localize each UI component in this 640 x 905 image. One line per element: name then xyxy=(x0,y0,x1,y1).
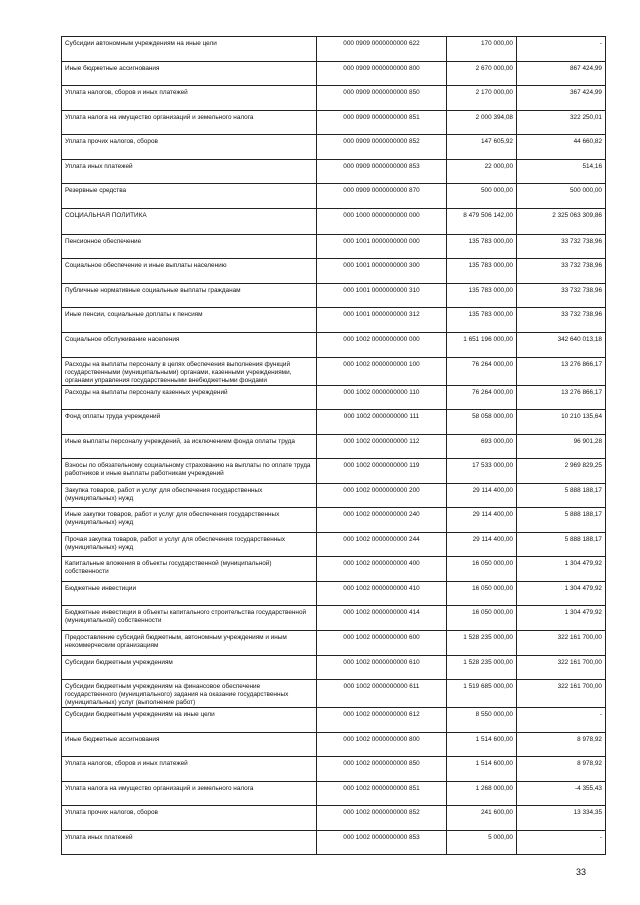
row-executed-amount: 322 161 700,00 xyxy=(517,631,606,656)
row-executed-amount: 322 161 700,00 xyxy=(517,680,606,708)
row-executed-amount: - xyxy=(517,830,606,855)
row-name: Предоставление субсидий бюджетным, автономным учреждениям и иным некоммерческим организациям xyxy=(62,631,317,656)
budget-table xyxy=(61,36,606,855)
table-row xyxy=(62,234,606,259)
row-plan-amount: 135 783 000,00 xyxy=(447,308,517,333)
row-executed-amount: 13 276 866,17 xyxy=(517,357,606,385)
row-plan-amount: 76 264 000,00 xyxy=(447,385,517,410)
row-plan-amount: 1 268 000,00 xyxy=(447,781,517,806)
row-executed-amount: 2 969 829,25 xyxy=(517,459,606,484)
table-row xyxy=(62,283,606,308)
row-name: Уплата иных платежей xyxy=(62,159,317,184)
row-executed-amount: - xyxy=(517,37,606,62)
row-name: Иные выплаты персоналу учреждений, за исключением фонда оплаты труда xyxy=(62,434,317,459)
row-executed-amount: 867 424,99 xyxy=(517,61,606,86)
table-row xyxy=(62,110,606,135)
row-executed-amount: 8 978,92 xyxy=(517,732,606,757)
row-plan-amount: 16 050 000,00 xyxy=(447,557,517,582)
row-code: 000 0909 0000000000 800 xyxy=(317,61,447,86)
table-row xyxy=(62,631,606,656)
row-plan-amount: 29 114 400,00 xyxy=(447,508,517,533)
row-name: Субсидии автономным учреждениям на иные цели xyxy=(62,37,317,62)
row-code: 000 1002 0000000000 612 xyxy=(317,708,447,733)
row-plan-amount: 241 600,00 xyxy=(447,806,517,831)
row-code: 000 1002 0000000000 853 xyxy=(317,830,447,855)
row-plan-amount: 1 528 235 000,00 xyxy=(447,631,517,656)
table-row xyxy=(62,606,606,631)
row-name: Субсидии бюджетным учреждениям на иные цели xyxy=(62,708,317,733)
table-row xyxy=(62,757,606,782)
row-code: 000 1000 0000000000 000 xyxy=(317,208,447,234)
row-code: 000 1002 0000000000 600 xyxy=(317,631,447,656)
row-code: 000 1001 0000000000 310 xyxy=(317,283,447,308)
row-code: 000 1002 0000000000 800 xyxy=(317,732,447,757)
row-code: 000 1002 0000000000 852 xyxy=(317,806,447,831)
table-row xyxy=(62,680,606,708)
row-name: Субсидии бюджетным учреждениям xyxy=(62,655,317,680)
row-code: 000 1002 0000000000 610 xyxy=(317,655,447,680)
row-name: Бюджетные инвестиции в объекты капитального строительства государственной (муниципальной) собственности xyxy=(62,606,317,631)
row-executed-amount: 367 424,99 xyxy=(517,86,606,111)
row-name: Иные пенсии, социальные доплаты к пенсиям xyxy=(62,308,317,333)
row-name: Уплата налога на имущество организаций и земельного налога xyxy=(62,110,317,135)
row-executed-amount: 2 325 063 309,86 xyxy=(517,208,606,234)
row-plan-amount: 16 050 000,00 xyxy=(447,581,517,606)
table-row xyxy=(62,459,606,484)
table-row xyxy=(62,308,606,333)
table-row xyxy=(62,557,606,582)
table-row xyxy=(62,708,606,733)
row-code: 000 1002 0000000000 111 xyxy=(317,410,447,435)
row-code: 000 0909 0000000000 622 xyxy=(317,37,447,62)
row-executed-amount: 500 000,00 xyxy=(517,184,606,209)
row-code: 000 1002 0000000000 200 xyxy=(317,483,447,508)
table-row xyxy=(62,781,606,806)
row-executed-amount: 44 660,82 xyxy=(517,135,606,160)
row-executed-amount: 13 276 866,17 xyxy=(517,385,606,410)
row-executed-amount: 10 210 135,64 xyxy=(517,410,606,435)
row-name: Резервные средства xyxy=(62,184,317,209)
row-code: 000 1002 0000000000 112 xyxy=(317,434,447,459)
row-plan-amount: 76 264 000,00 xyxy=(447,357,517,385)
row-name: Иные бюджетные ассигнования xyxy=(62,61,317,86)
row-plan-amount: 22 000,00 xyxy=(447,159,517,184)
row-code: 000 1002 0000000000 000 xyxy=(317,333,447,358)
page-number: 33 xyxy=(576,867,587,877)
row-plan-amount: 1 514 600,00 xyxy=(447,757,517,782)
row-plan-amount: 135 783 000,00 xyxy=(447,259,517,284)
row-plan-amount: 135 783 000,00 xyxy=(447,234,517,259)
row-name: Уплата прочих налогов, сборов xyxy=(62,806,317,831)
row-name: Социальное обеспечение и иные выплаты населению xyxy=(62,259,317,284)
row-executed-amount: 33 732 738,96 xyxy=(517,259,606,284)
table-row xyxy=(62,333,606,358)
row-plan-amount: 2 170 000,00 xyxy=(447,86,517,111)
row-plan-amount: 1 519 685 000,00 xyxy=(447,680,517,708)
row-plan-amount: 5 000,00 xyxy=(447,830,517,855)
table-row xyxy=(62,581,606,606)
table-row xyxy=(62,86,606,111)
row-name: СОЦИАЛЬНАЯ ПОЛИТИКА xyxy=(62,208,317,234)
table-row xyxy=(62,483,606,508)
row-plan-amount: 2 670 000,00 xyxy=(447,61,517,86)
table-row xyxy=(62,159,606,184)
table-row xyxy=(62,532,606,557)
budget-table-body xyxy=(62,37,606,855)
row-name: Расходы на выплаты персоналу казенных учреждений xyxy=(62,385,317,410)
row-executed-amount: 5 888 188,17 xyxy=(517,532,606,557)
row-plan-amount: 147 605,92 xyxy=(447,135,517,160)
row-executed-amount: 33 732 738,96 xyxy=(517,234,606,259)
table-row xyxy=(62,655,606,680)
row-code: 000 1002 0000000000 851 xyxy=(317,781,447,806)
table-row xyxy=(62,732,606,757)
row-plan-amount: 1 514 600,00 xyxy=(447,732,517,757)
table-row xyxy=(62,830,606,855)
row-code: 000 1002 0000000000 414 xyxy=(317,606,447,631)
row-code: 000 1002 0000000000 400 xyxy=(317,557,447,582)
row-plan-amount: 1 651 196 000,00 xyxy=(447,333,517,358)
table-row xyxy=(62,357,606,385)
table-row xyxy=(62,259,606,284)
row-executed-amount: 33 732 738,96 xyxy=(517,308,606,333)
row-code: 000 0909 0000000000 870 xyxy=(317,184,447,209)
row-executed-amount: 33 732 738,96 xyxy=(517,283,606,308)
row-code: 000 0909 0000000000 851 xyxy=(317,110,447,135)
row-plan-amount: 1 528 235 000,00 xyxy=(447,655,517,680)
row-plan-amount: 29 114 400,00 xyxy=(447,532,517,557)
row-executed-amount: - xyxy=(517,708,606,733)
row-name: Пенсионное обеспечение xyxy=(62,234,317,259)
row-name: Уплата иных платежей xyxy=(62,830,317,855)
row-name: Публичные нормативные социальные выплаты гражданам xyxy=(62,283,317,308)
row-executed-amount: -4 355,43 xyxy=(517,781,606,806)
table-row xyxy=(62,806,606,831)
table-row xyxy=(62,37,606,62)
row-name: Уплата налогов, сборов и иных платежей xyxy=(62,757,317,782)
row-plan-amount: 8 479 506 142,00 xyxy=(447,208,517,234)
row-code: 000 1002 0000000000 244 xyxy=(317,532,447,557)
row-executed-amount: 13 334,35 xyxy=(517,806,606,831)
row-executed-amount: 5 888 188,17 xyxy=(517,483,606,508)
row-name: Уплата налогов, сборов и иных платежей xyxy=(62,86,317,111)
row-plan-amount: 693 000,00 xyxy=(447,434,517,459)
table-row xyxy=(62,385,606,410)
row-code: 000 1001 0000000000 300 xyxy=(317,259,447,284)
row-executed-amount: 1 304 479,92 xyxy=(517,557,606,582)
row-code: 000 1001 0000000000 312 xyxy=(317,308,447,333)
row-name: Расходы на выплаты персоналу в целях обеспечения выполнения функций государственными (муниципальными) органами, казенными учреждениями, органами управления государственными внебюджетными фондами xyxy=(62,357,317,385)
table-row xyxy=(62,208,606,234)
row-plan-amount: 16 050 000,00 xyxy=(447,606,517,631)
row-plan-amount: 500 000,00 xyxy=(447,184,517,209)
row-code: 000 0909 0000000000 850 xyxy=(317,86,447,111)
row-code: 000 0909 0000000000 853 xyxy=(317,159,447,184)
table-row xyxy=(62,410,606,435)
row-plan-amount: 8 550 000,00 xyxy=(447,708,517,733)
table-row xyxy=(62,61,606,86)
table-row xyxy=(62,508,606,533)
table-row xyxy=(62,434,606,459)
row-code: 000 1002 0000000000 611 xyxy=(317,680,447,708)
row-name: Уплата налога на имущество организаций и земельного налога xyxy=(62,781,317,806)
row-plan-amount: 17 533 000,00 xyxy=(447,459,517,484)
row-plan-amount: 135 783 000,00 xyxy=(447,283,517,308)
row-name: Социальное обслуживание населения xyxy=(62,333,317,358)
row-name: Капитальные вложения в объекты государственной (муниципальной) собственности xyxy=(62,557,317,582)
row-executed-amount: 1 304 479,92 xyxy=(517,606,606,631)
row-code: 000 1002 0000000000 850 xyxy=(317,757,447,782)
row-executed-amount: 322 250,01 xyxy=(517,110,606,135)
row-name: Взносы по обязательному социальному страхованию на выплаты по оплате труда работников и иные выплаты работникам учреждений xyxy=(62,459,317,484)
row-code: 000 0909 0000000000 852 xyxy=(317,135,447,160)
row-plan-amount: 2 000 394,08 xyxy=(447,110,517,135)
row-executed-amount: 342 640 013,18 xyxy=(517,333,606,358)
row-name: Фонд оплаты труда учреждений xyxy=(62,410,317,435)
row-name: Прочая закупка товаров, работ и услуг для обеспечения государственных (муниципальных) нужд xyxy=(62,532,317,557)
row-code: 000 1001 0000000000 000 xyxy=(317,234,447,259)
row-name: Уплата прочих налогов, сборов xyxy=(62,135,317,160)
row-executed-amount: 1 304 479,92 xyxy=(517,581,606,606)
row-code: 000 1002 0000000000 240 xyxy=(317,508,447,533)
row-plan-amount: 58 058 000,00 xyxy=(447,410,517,435)
row-name: Закупка товаров, работ и услуг для обеспечения государственных (муниципальных) нужд xyxy=(62,483,317,508)
row-name: Иные закупки товаров, работ и услуг для обеспечения государственных (муниципальных) нужд xyxy=(62,508,317,533)
row-plan-amount: 29 114 400,00 xyxy=(447,483,517,508)
row-name: Иные бюджетные ассигнования xyxy=(62,732,317,757)
row-executed-amount: 5 888 188,17 xyxy=(517,508,606,533)
row-code: 000 1002 0000000000 110 xyxy=(317,385,447,410)
row-code: 000 1002 0000000000 119 xyxy=(317,459,447,484)
row-code: 000 1002 0000000000 410 xyxy=(317,581,447,606)
row-executed-amount: 96 901,28 xyxy=(517,434,606,459)
table-row xyxy=(62,184,606,209)
row-plan-amount: 170 000,00 xyxy=(447,37,517,62)
row-name: Субсидии бюджетным учреждениям на финансовое обеспечение государственного (муниципального) задания на оказание государственных (муниципальных) услуг (выполнение работ) xyxy=(62,680,317,708)
row-name: Бюджетные инвестиции xyxy=(62,581,317,606)
row-executed-amount: 8 978,92 xyxy=(517,757,606,782)
row-code: 000 1002 0000000000 100 xyxy=(317,357,447,385)
row-executed-amount: 514,16 xyxy=(517,159,606,184)
table-row xyxy=(62,135,606,160)
row-executed-amount: 322 161 700,00 xyxy=(517,655,606,680)
